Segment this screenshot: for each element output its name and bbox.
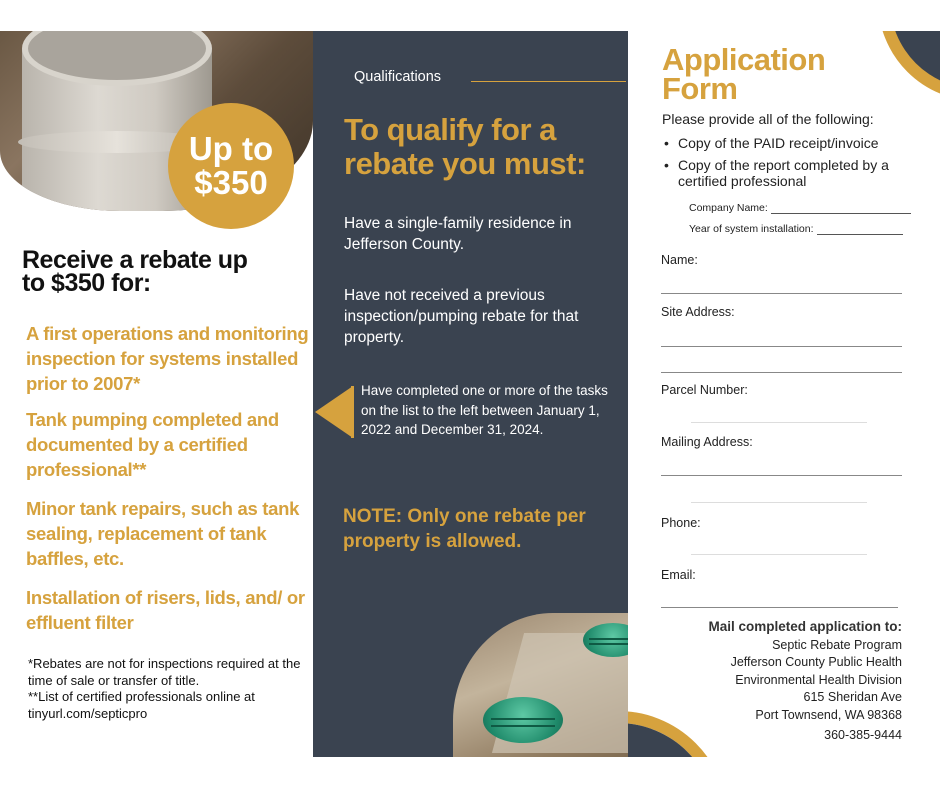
installation-year-field[interactable] [689, 223, 903, 235]
requirement-completed-tasks: Have completed one or more of the tasks on the list to the left between January 1, 2022 and December 31, 2024. [361, 383, 608, 437]
footnote-certified-list: **List of certified professionals online at tinyurl.com/septicpro [28, 689, 255, 721]
badge-line-1: Up to [188, 130, 274, 167]
rebate-heading-line-2: to $350 for: [22, 269, 151, 297]
site-address-field-line-2[interactable] [661, 372, 902, 373]
email-field[interactable] [661, 607, 898, 608]
company-name-field[interactable] [689, 202, 911, 214]
title-line-2: Form [662, 71, 738, 106]
footnotes [28, 656, 313, 722]
title-line-1: Application [662, 42, 826, 77]
qualify-heading-line-2: rebate you must: [344, 146, 586, 181]
site-address-field[interactable] [661, 346, 902, 347]
rebate-info-panel [0, 31, 313, 757]
required-document: • Copy of the PAID receipt/invoice [662, 135, 937, 151]
qualifications-label: Qualifications [354, 69, 442, 85]
rebate-heading [22, 246, 307, 297]
eligible-items-list [26, 321, 310, 646]
footnote-inspections: *Rebates are not for inspections required at the time of sale or transfer of title. [28, 656, 301, 688]
septic-lids-photo [453, 613, 628, 757]
rebate-amount-badge [168, 103, 294, 229]
mailing-address-label: Mailing Address: [661, 435, 753, 449]
site-address-label: Site Address: [661, 305, 735, 319]
company-name-line[interactable] [771, 203, 911, 214]
qualifications-panel [313, 31, 628, 757]
eligible-item: Tank pumping completed and documented by a certified professional** [26, 409, 279, 480]
application-form-panel [628, 31, 940, 757]
mailing-address-field-line-2[interactable] [691, 502, 867, 503]
one-rebate-note: NOTE: Only one rebate per property is allowed. [343, 506, 586, 552]
requirement-no-previous-rebate: Have not received a previous inspection/pumping rebate for that property. [344, 287, 579, 346]
rebate-heading-line-1: Receive a rebate up [22, 246, 248, 274]
qualify-heading [344, 113, 624, 181]
name-label: Name: [661, 253, 698, 267]
mailing-line-city: Port Townsend, WA 98368 [755, 707, 902, 722]
phone-label: Phone: [661, 516, 701, 530]
arrow-left-icon [315, 386, 353, 438]
mailing-line-phone: 360-385-9444 [824, 728, 902, 742]
required-document: • Copy of the report completed by a certified professional [662, 157, 937, 189]
arrow-bar [351, 386, 354, 438]
eligible-item: A first operations and monitoring inspection for systems installed prior to 2007* [26, 323, 309, 394]
form-intro: Please provide all of the following: [662, 111, 874, 127]
email-label: Email: [661, 568, 696, 582]
section-divider [471, 81, 626, 82]
requirement-residence: Have a single-family residence in Jefferson County. [344, 215, 572, 253]
qualify-heading-line-1: To qualify for a [344, 112, 556, 147]
parcel-number-field[interactable] [691, 422, 867, 423]
mailing-address-field[interactable] [661, 475, 902, 476]
mailing-line-agency: Jefferson County Public Health [730, 655, 902, 669]
mailing-line-division: Environmental Health Division [735, 672, 902, 687]
phone-field[interactable] [691, 554, 867, 555]
application-form-title [662, 42, 826, 106]
installation-year-line[interactable] [817, 224, 903, 235]
eligible-item: Installation of risers, lids, and/ or effluent filter [26, 587, 305, 633]
installation-year-label: Year of system installation: [689, 223, 814, 235]
eligible-item: Minor tank repairs, such as tank sealing, replacement of tank baffles, etc. [26, 498, 300, 569]
mailing-heading: Mail completed application to: [708, 619, 902, 634]
company-name-label: Company Name: [689, 202, 768, 214]
mailing-line-program: Septic Rebate Program [772, 637, 902, 652]
parcel-number-label: Parcel Number: [661, 383, 748, 397]
required-documents-list [662, 135, 937, 195]
name-field[interactable] [661, 293, 902, 294]
mailing-line-street: 615 Sheridan Ave [803, 690, 902, 704]
mailing-instructions [708, 618, 902, 745]
badge-line-2: $350 [194, 164, 268, 201]
